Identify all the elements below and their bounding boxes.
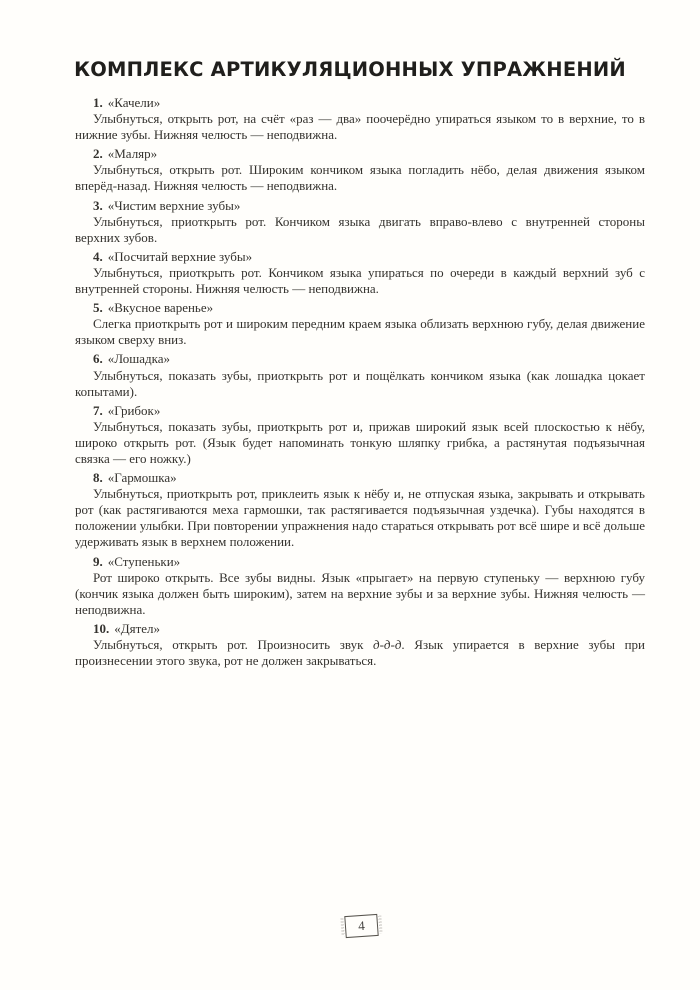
exercise-description: [75, 637, 645, 669]
exercise-description: [75, 316, 645, 348]
exercise-name: «Гармошка»: [107, 470, 177, 486]
exercise-name: «Дятел»: [114, 620, 161, 636]
exercise-name: «Посчитай верхние зубы»: [107, 248, 253, 264]
exercise-description-segment: . Язык упирается в верхние зубы при произнесении этого звука, рот не должен закрываться.: [75, 637, 645, 669]
exercise-description-segment: Улыбнуться, открыть рот, на счёт «раз — два» поочерёдно упираться языком то в верхние, то в нижние зубы. Нижняя челюсть — неподвижна.: [75, 111, 645, 143]
exercise-number: 7.: [93, 402, 103, 418]
exercise-heading: [75, 621, 645, 637]
exercise-number: 3.: [93, 197, 103, 213]
exercise-description: [75, 486, 645, 550]
exercise-item: [75, 249, 645, 297]
exercise-description-segment: д-д-д: [373, 637, 402, 652]
exercise-description: [75, 419, 645, 467]
exercise-description: [75, 570, 645, 618]
exercise-description: [75, 162, 645, 194]
exercise-item: [75, 554, 645, 618]
exercise-item: [75, 300, 645, 348]
exercise-name: «Чистим верхние зубы»: [107, 197, 241, 213]
exercise-heading: [75, 351, 645, 367]
exercise-heading: [75, 146, 645, 162]
page-number: 4: [357, 917, 366, 934]
exercise-item: [75, 470, 645, 550]
exercise-name: «Качели»: [107, 95, 161, 110]
exercise-item: [75, 95, 645, 143]
exercise-description-segment: Улыбнуться, приоткрыть рот. Кончиком языка упираться по очереди в каждый верхний зуб с внутренней стороны. Нижняя челюсть — неподвижна.: [75, 264, 645, 297]
exercise-number: 4.: [93, 248, 103, 264]
exercise-number: 8.: [93, 470, 103, 486]
exercise-description-segment: Слегка приоткрыть рот и широким передним краем языка облизать верхнюю губу, делая движение языком сверху вниз.: [75, 316, 645, 348]
exercise-name: «Вкусное варенье»: [107, 300, 214, 316]
exercise-name: «Ступеньки»: [107, 553, 181, 569]
exercise-description-segment: Улыбнуться, открыть рот. Широким кончиком языка погладить нёбо, делая движения языком вперёд-назад. Нижняя челюсть — неподвижна.: [75, 162, 645, 194]
exercise-description-segment: Улыбнуться, показать зубы, приоткрыть рот и пощёлкать кончиком языка (как лошадка цокает копытами).: [75, 367, 645, 399]
exercise-heading: [75, 198, 645, 214]
exercise-name: «Маляр»: [107, 146, 158, 162]
exercise-number: 10.: [93, 620, 110, 636]
exercise-heading: [75, 249, 645, 265]
exercise-heading: [75, 95, 645, 111]
exercise-description-segment: Улыбнуться, приоткрыть рот, приклеить язык к нёбу и, не отпуская языка, закрывать и открывать рот (как растягиваются меха гармошки, так растягивается подъязычная уздечка). Губы находятся в положении улыбки. При повторении упражнения надо стараться открывать рот всё шире и всё дольше удерживать язык в верхнем положении.: [75, 486, 645, 550]
exercise-description-segment: Рот широко открыть. Все зубы видны. Язык «прыгает» на первую ступеньку — верхнюю губу (кончик языка должен быть широким), затем на верхние зубы и за верхние зубы. Нижняя челюсть — неподвижна.: [75, 569, 645, 617]
exercise-item: [75, 351, 645, 399]
exercise-description-segment: Улыбнуться, показать зубы, приоткрыть рот и, прижав широкий язык всей плоскостью к нёбу, широко открыть рот. (Язык будет напоминать тонкую шляпку грибка, а растянутая подъязычная связка — его ножку.): [75, 418, 645, 466]
exercise-heading: [75, 403, 645, 419]
exercise-item: [75, 403, 645, 467]
exercise-number: 1.: [93, 95, 103, 110]
exercise-description-segment: Улыбнуться, приоткрыть рот. Кончиком языка двигать вправо-влево с внутренней стороны верхних зубов.: [75, 213, 645, 245]
exercise-name: «Грибок»: [107, 402, 161, 418]
exercise-number: 5.: [93, 300, 103, 316]
exercise-heading: [75, 554, 645, 570]
exercise-number: 2.: [93, 146, 103, 162]
exercise-description-segment: Улыбнуться, открыть рот. Произносить звук: [93, 637, 374, 652]
exercise-description: [75, 368, 645, 400]
exercise-heading: [75, 300, 645, 316]
exercise-list: [75, 95, 645, 669]
exercise-description: [75, 214, 645, 246]
exercise-description: [75, 265, 645, 297]
exercise-item: [75, 198, 645, 246]
page-title: КОМПЛЕКС АРТИКУЛЯЦИОННЫХ УПРАЖНЕНИЙ: [74, 58, 626, 81]
exercise-number: 9.: [93, 553, 103, 569]
exercise-number: 6.: [93, 351, 103, 367]
exercise-heading: [75, 470, 645, 486]
exercise-item: [75, 621, 645, 669]
exercise-description: [75, 111, 645, 143]
page-number-box: [344, 914, 378, 938]
exercise-item: [75, 146, 645, 194]
exercise-name: «Лошадка»: [107, 351, 171, 367]
